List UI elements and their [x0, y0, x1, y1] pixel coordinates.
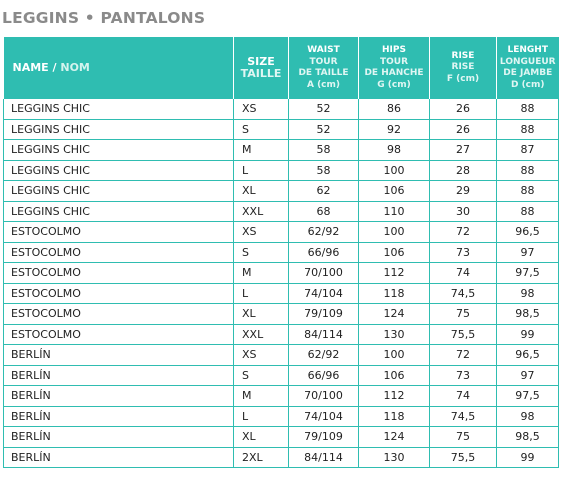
cell-hips: 98 — [359, 140, 430, 161]
cell-rise: 73 — [430, 365, 497, 386]
cell-length: 97,5 — [497, 263, 559, 284]
cell-size: L — [234, 283, 289, 304]
table-row — [4, 160, 559, 181]
cell-length: 98,5 — [497, 427, 559, 448]
cell-name: ESTOCOLMO — [4, 283, 234, 304]
table-row — [4, 119, 559, 140]
cell-waist: 84/114 — [289, 447, 359, 468]
header-rise-fr1: RISE — [451, 62, 475, 73]
header-row — [4, 37, 559, 99]
cell-waist: 79/109 — [289, 304, 359, 325]
cell-size: XS — [234, 345, 289, 366]
cell-rise: 30 — [430, 201, 497, 222]
cell-rise: 73 — [430, 242, 497, 263]
cell-hips: 106 — [359, 181, 430, 202]
cell-name: LEGGINS CHIC — [4, 119, 234, 140]
header-rise-fr2: F (cm) — [446, 73, 480, 84]
table-row — [4, 324, 559, 345]
cell-length: 98,5 — [497, 304, 559, 325]
cell-waist: 74/104 — [289, 283, 359, 304]
cell-length: 98 — [497, 406, 559, 427]
cell-hips: 106 — [359, 365, 430, 386]
header-length — [497, 37, 559, 99]
cell-name: BERLÍN — [4, 427, 234, 448]
cell-hips: 86 — [359, 99, 430, 119]
cell-rise: 74,5 — [430, 406, 497, 427]
cell-waist: 58 — [289, 140, 359, 161]
cell-hips: 118 — [359, 406, 430, 427]
table-row — [4, 201, 559, 222]
cell-hips: 124 — [359, 304, 430, 325]
size-chart-table — [3, 37, 559, 468]
header-rise-en: RISE — [451, 50, 475, 61]
cell-hips: 130 — [359, 447, 430, 468]
cell-rise: 75 — [430, 304, 497, 325]
cell-rise: 74 — [430, 263, 497, 284]
table-row — [4, 304, 559, 325]
cell-name: LEGGINS CHIC — [4, 181, 234, 202]
cell-hips: 118 — [359, 283, 430, 304]
table-row — [4, 345, 559, 366]
cell-waist: 70/100 — [289, 263, 359, 284]
cell-length: 88 — [497, 201, 559, 222]
cell-length: 97 — [497, 242, 559, 263]
cell-size: M — [234, 263, 289, 284]
cell-length: 97 — [497, 365, 559, 386]
cell-name: ESTOCOLMO — [4, 242, 234, 263]
cell-hips: 130 — [359, 324, 430, 345]
cell-hips: 100 — [359, 345, 430, 366]
cell-hips: 124 — [359, 427, 430, 448]
header-length-fr2: DE JAMBE — [503, 68, 553, 78]
cell-size: XS — [234, 99, 289, 119]
cell-size: XXL — [234, 201, 289, 222]
page-title: LEGGINS • PANTALONS — [2, 9, 206, 27]
table-row — [4, 242, 559, 263]
cell-rise: 29 — [430, 181, 497, 202]
cell-rise: 74 — [430, 386, 497, 407]
cell-hips: 100 — [359, 160, 430, 181]
cell-size: L — [234, 406, 289, 427]
cell-name: ESTOCOLMO — [4, 222, 234, 243]
header-hips-fr2: DE HANCHE — [364, 68, 424, 78]
table-body — [4, 99, 559, 468]
table-row — [4, 406, 559, 427]
header-hips-en: HIPS — [382, 45, 406, 55]
table-row — [4, 140, 559, 161]
cell-size: XL — [234, 304, 289, 325]
cell-name: LEGGINS CHIC — [4, 99, 234, 119]
cell-name: ESTOCOLMO — [4, 304, 234, 325]
cell-rise: 75 — [430, 427, 497, 448]
header-waist-en: WAIST — [307, 45, 340, 55]
cell-size: XXL — [234, 324, 289, 345]
cell-size: S — [234, 242, 289, 263]
cell-waist: 66/96 — [289, 242, 359, 263]
cell-length: 98 — [497, 283, 559, 304]
cell-length: 97,5 — [497, 386, 559, 407]
table-row — [4, 365, 559, 386]
cell-size: L — [234, 160, 289, 181]
cell-length: 87 — [497, 140, 559, 161]
cell-length: 88 — [497, 99, 559, 119]
cell-length: 88 — [497, 160, 559, 181]
cell-rise: 74,5 — [430, 283, 497, 304]
cell-name: BERLÍN — [4, 386, 234, 407]
cell-rise: 28 — [430, 160, 497, 181]
header-size-en: SIZE — [247, 54, 275, 68]
cell-size: S — [234, 119, 289, 140]
header-hips-fr3: G (cm) — [377, 79, 411, 90]
table-row — [4, 386, 559, 407]
cell-size: M — [234, 140, 289, 161]
cell-size: XS — [234, 222, 289, 243]
cell-length: 96,5 — [497, 345, 559, 366]
cell-waist: 62 — [289, 181, 359, 202]
table-row — [4, 263, 559, 284]
cell-hips: 112 — [359, 386, 430, 407]
cell-length: 88 — [497, 181, 559, 202]
table-row — [4, 427, 559, 448]
cell-size: S — [234, 365, 289, 386]
cell-waist: 66/96 — [289, 365, 359, 386]
cell-rise: 72 — [430, 345, 497, 366]
cell-name: ESTOCOLMO — [4, 324, 234, 345]
cell-hips: 92 — [359, 119, 430, 140]
cell-name: BERLÍN — [4, 345, 234, 366]
table-row — [4, 447, 559, 468]
header-hips-fr1: TOUR — [379, 56, 409, 67]
cell-waist: 70/100 — [289, 386, 359, 407]
table-header — [4, 37, 559, 99]
table-row — [4, 181, 559, 202]
cell-length: 99 — [497, 447, 559, 468]
header-size — [234, 37, 289, 99]
cell-name: BERLÍN — [4, 406, 234, 427]
cell-hips: 106 — [359, 242, 430, 263]
table-row — [4, 283, 559, 304]
cell-size: XL — [234, 427, 289, 448]
cell-waist: 52 — [289, 99, 359, 119]
cell-hips: 112 — [359, 263, 430, 284]
header-length-en: LENGHT — [507, 45, 548, 55]
header-waist-fr3: A (cm) — [306, 79, 341, 90]
header-hips — [359, 37, 430, 99]
cell-waist: 52 — [289, 119, 359, 140]
cell-rise: 75,5 — [430, 324, 497, 345]
cell-length: 96,5 — [497, 222, 559, 243]
header-length-fr3: D (cm) — [510, 79, 545, 90]
cell-waist: 58 — [289, 160, 359, 181]
header-waist-fr2: DE TAILLE — [298, 68, 349, 78]
cell-name: ESTOCOLMO — [4, 263, 234, 284]
cell-rise: 75,5 — [430, 447, 497, 468]
cell-length: 88 — [497, 119, 559, 140]
cell-rise: 26 — [430, 99, 497, 119]
cell-waist: 74/104 — [289, 406, 359, 427]
cell-hips: 100 — [359, 222, 430, 243]
cell-size: 2XL — [234, 447, 289, 468]
cell-rise: 26 — [430, 119, 497, 140]
cell-waist: 68 — [289, 201, 359, 222]
cell-name: BERLÍN — [4, 365, 234, 386]
table-row — [4, 99, 559, 119]
header-waist-fr1: TOUR — [309, 56, 338, 67]
cell-name: LEGGINS CHIC — [4, 160, 234, 181]
cell-size: XL — [234, 181, 289, 202]
cell-rise: 72 — [430, 222, 497, 243]
cell-name: LEGGINS CHIC — [4, 140, 234, 161]
header-length-fr1: LONGUEUR — [499, 56, 556, 67]
cell-name: BERLÍN — [4, 447, 234, 468]
cell-waist: 62/92 — [289, 222, 359, 243]
cell-waist: 79/109 — [289, 427, 359, 448]
header-name-fr: NOM — [60, 61, 90, 75]
header-name-en: NAME / — [12, 61, 61, 75]
table-row — [4, 222, 559, 243]
header-rise — [430, 37, 497, 99]
cell-length: 99 — [497, 324, 559, 345]
header-name — [4, 37, 234, 99]
cell-waist: 62/92 — [289, 345, 359, 366]
cell-rise: 27 — [430, 140, 497, 161]
cell-waist: 84/114 — [289, 324, 359, 345]
cell-name: LEGGINS CHIC — [4, 201, 234, 222]
header-size-fr: TAILLE — [240, 67, 282, 80]
cell-hips: 110 — [359, 201, 430, 222]
cell-size: M — [234, 386, 289, 407]
header-waist — [289, 37, 359, 99]
